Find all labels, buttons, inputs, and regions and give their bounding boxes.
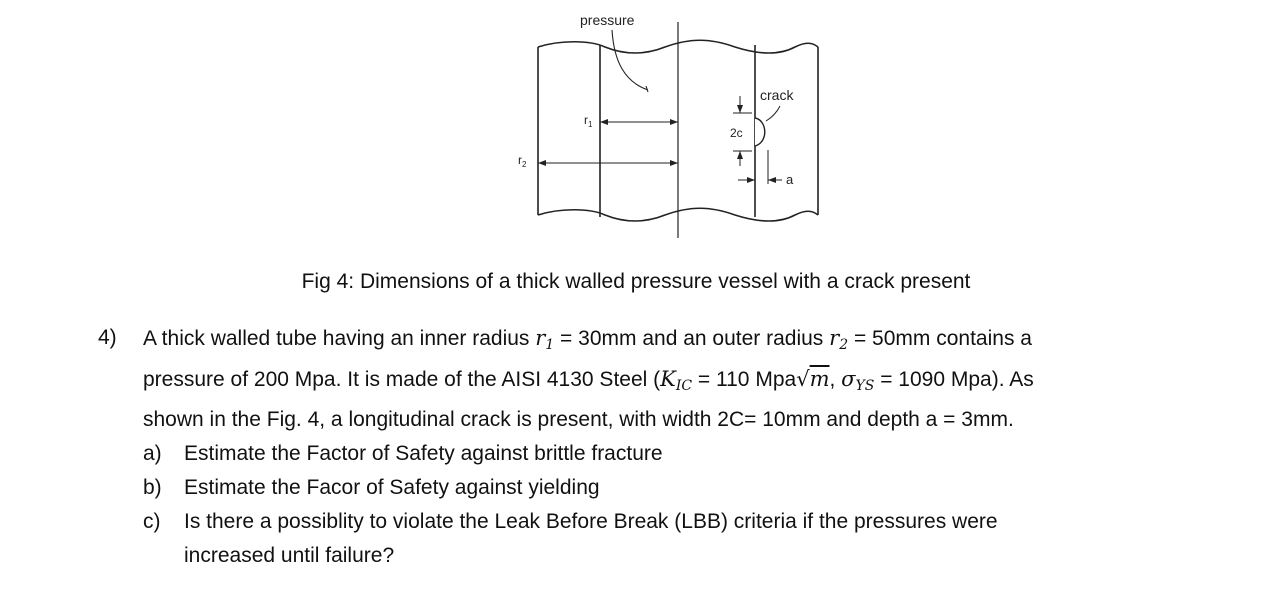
a-label: a: [786, 172, 794, 187]
problem-line-3: shown in the Fig. 4, a longitudinal crack is present, with width 2C= 10mm and depth a = 3mm.: [143, 408, 1014, 431]
pressure-leader: [612, 30, 648, 90]
sub-question-c-continued: increased until failure?: [184, 544, 395, 567]
problem-number: 4): [98, 326, 117, 349]
r1-label: $r_1$: [584, 113, 593, 129]
problem-line-1: A thick walled tube having an inner radius $r_1 = 30mm$ and an outer radius $r_2 = 50mm$ contains a: [143, 326, 1032, 353]
crack-2c-label: 2c: [730, 126, 743, 140]
crack-shape: [755, 118, 765, 146]
problem-line-2: pressure of 200 Mpa. It is made of the AISI 4130 Steel ($K_{IC} = 110$ Mpa√m, $\sigma_{YS} = 1090$ Mpa). As: [143, 367, 1034, 394]
problem-body: [143, 321, 1243, 573]
sub-question-c: c) Is there a possiblity to violate the Leak Before Break (LBB) criteria if the pressures were: [143, 510, 998, 533]
r2-label: $r_2$: [518, 153, 527, 169]
figure-caption: Fig 4: Dimensions of a thick walled pressure vessel with a crack present: [301, 270, 971, 293]
sub-question-a: a) Estimate the Factor of Safety against brittle fracture: [143, 442, 663, 465]
crack-label: crack: [760, 87, 794, 103]
pressure-vessel-diagram: [0, 0, 1272, 245]
pressure-label: pressure: [580, 12, 635, 28]
sub-question-b: b) Estimate the Facor of Safety against yielding: [143, 476, 600, 499]
crack-leader: [766, 106, 780, 121]
